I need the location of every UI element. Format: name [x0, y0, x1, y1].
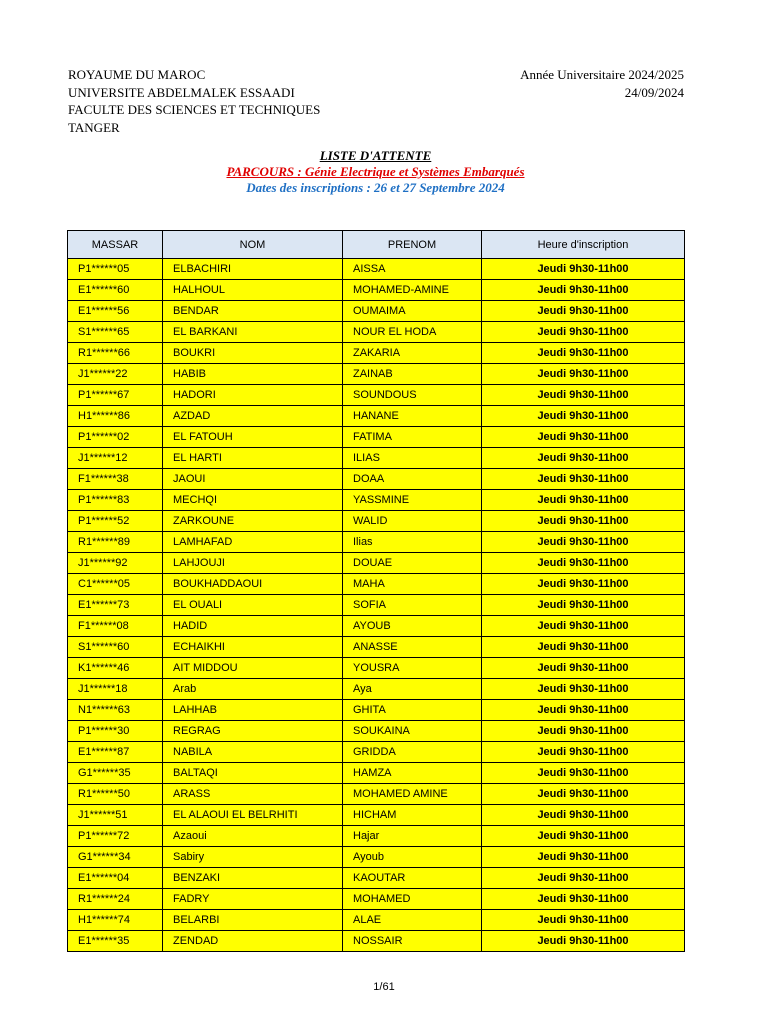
table-row	[68, 889, 685, 910]
table-row	[68, 343, 685, 364]
massar-cell: J1******22	[68, 364, 163, 385]
nom-cell: ELBACHIRI	[163, 259, 343, 280]
academic-year: Année Universitaire 2024/2025	[520, 67, 684, 82]
prenom-cell: ALAE	[343, 910, 482, 931]
prenom-cell: Hajar	[343, 826, 482, 847]
table-row	[68, 364, 685, 385]
prenom-cell: KAOUTAR	[343, 868, 482, 889]
massar-cell: J1******18	[68, 679, 163, 700]
table-row	[68, 574, 685, 595]
massar-cell: G1******34	[68, 847, 163, 868]
massar-cell: P1******05	[68, 259, 163, 280]
massar-cell: J1******92	[68, 553, 163, 574]
nom-cell: BENZAKI	[163, 868, 343, 889]
table-row	[68, 259, 685, 280]
table-row	[68, 931, 685, 952]
heure-cell: Jeudi 9h30-11h00	[482, 742, 685, 763]
heure-cell: Jeudi 9h30-11h00	[482, 364, 685, 385]
massar-cell: F1******08	[68, 616, 163, 637]
nom-cell: BOUKHADDAOUI	[163, 574, 343, 595]
heure-cell: Jeudi 9h30-11h00	[482, 700, 685, 721]
massar-cell: S1******60	[68, 637, 163, 658]
massar-cell: J1******12	[68, 448, 163, 469]
table-row	[68, 826, 685, 847]
column-header-heure: Heure d'inscription	[482, 231, 685, 259]
heure-cell: Jeudi 9h30-11h00	[482, 595, 685, 616]
nom-cell: AIT MIDDOU	[163, 658, 343, 679]
nom-cell: ZARKOUNE	[163, 511, 343, 532]
heure-cell: Jeudi 9h30-11h00	[482, 784, 685, 805]
heure-cell: Jeudi 9h30-11h00	[482, 889, 685, 910]
nom-cell: AZDAD	[163, 406, 343, 427]
document-date: 24/09/2024	[624, 84, 684, 100]
prenom-cell: MOHAMED AMINE	[343, 784, 482, 805]
table-row	[68, 700, 685, 721]
table-row	[68, 511, 685, 532]
heure-cell: Jeudi 9h30-11h00	[482, 448, 685, 469]
massar-cell: F1******38	[68, 469, 163, 490]
nom-cell: BENDAR	[163, 301, 343, 322]
prenom-cell: Aya	[343, 679, 482, 700]
nom-cell: HALHOUL	[163, 280, 343, 301]
table-row	[68, 742, 685, 763]
prenom-cell: HICHAM	[343, 805, 482, 826]
nom-cell: Azaoui	[163, 826, 343, 847]
massar-cell: H1******86	[68, 406, 163, 427]
table-row	[68, 406, 685, 427]
heure-cell: Jeudi 9h30-11h00	[482, 280, 685, 301]
header-line-faculty: FACULTE DES SCIENCES ET TECHNIQUES	[68, 102, 321, 117]
massar-cell: P1******83	[68, 490, 163, 511]
heure-cell: Jeudi 9h30-11h00	[482, 469, 685, 490]
prenom-cell: SOUNDOUS	[343, 385, 482, 406]
nom-cell: REGRAG	[163, 721, 343, 742]
heure-cell: Jeudi 9h30-11h00	[482, 847, 685, 868]
massar-cell: C1******05	[68, 574, 163, 595]
massar-cell: E1******04	[68, 868, 163, 889]
table-row	[68, 280, 685, 301]
heure-cell: Jeudi 9h30-11h00	[482, 574, 685, 595]
prenom-cell: DOUAE	[343, 553, 482, 574]
heure-cell: Jeudi 9h30-11h00	[482, 343, 685, 364]
table-row	[68, 658, 685, 679]
prenom-cell: OUMAIMA	[343, 301, 482, 322]
massar-cell: P1******72	[68, 826, 163, 847]
nom-cell: NABILA	[163, 742, 343, 763]
header-line-university: UNIVERSITE ABDELMALEK ESSAADI	[68, 84, 295, 100]
nom-cell: EL BARKANI	[163, 322, 343, 343]
column-header-massar: MASSAR	[68, 231, 163, 259]
table-row	[68, 910, 685, 931]
massar-cell: P1******02	[68, 427, 163, 448]
table-row	[68, 679, 685, 700]
column-header-prenom: PRENOM	[343, 231, 482, 259]
massar-cell: E1******60	[68, 280, 163, 301]
nom-cell: EL HARTI	[163, 448, 343, 469]
prenom-cell: NOUR EL HODA	[343, 322, 482, 343]
heure-cell: Jeudi 9h30-11h00	[482, 511, 685, 532]
heure-cell: Jeudi 9h30-11h00	[482, 910, 685, 931]
heure-cell: Jeudi 9h30-11h00	[482, 721, 685, 742]
massar-cell: R1******50	[68, 784, 163, 805]
table-row	[68, 763, 685, 784]
nom-cell: Arab	[163, 679, 343, 700]
massar-cell: R1******66	[68, 343, 163, 364]
massar-cell: N1******63	[68, 700, 163, 721]
heure-cell: Jeudi 9h30-11h00	[482, 553, 685, 574]
column-header-nom: NOM	[163, 231, 343, 259]
nom-cell: HADID	[163, 616, 343, 637]
nom-cell: HADORI	[163, 385, 343, 406]
nom-cell: HABIB	[163, 364, 343, 385]
massar-cell: R1******24	[68, 889, 163, 910]
header-line-kingdom: ROYAUME DU MAROC	[68, 67, 206, 82]
table-row	[68, 784, 685, 805]
table-header-row	[68, 231, 685, 259]
table-row	[68, 847, 685, 868]
heure-cell: Jeudi 9h30-11h00	[482, 616, 685, 637]
heure-cell: Jeudi 9h30-11h00	[482, 679, 685, 700]
nom-cell: EL FATOUH	[163, 427, 343, 448]
table-row	[68, 448, 685, 469]
heure-cell: Jeudi 9h30-11h00	[482, 637, 685, 658]
heure-cell: Jeudi 9h30-11h00	[482, 427, 685, 448]
table-row	[68, 532, 685, 553]
prenom-cell: ANASSE	[343, 637, 482, 658]
massar-cell: K1******46	[68, 658, 163, 679]
massar-cell: G1******35	[68, 763, 163, 784]
table-row	[68, 868, 685, 889]
massar-cell: E1******35	[68, 931, 163, 952]
prenom-cell: HANANE	[343, 406, 482, 427]
table-row	[68, 721, 685, 742]
prenom-cell: Ayoub	[343, 847, 482, 868]
prenom-cell: DOAA	[343, 469, 482, 490]
heure-cell: Jeudi 9h30-11h00	[482, 805, 685, 826]
massar-cell: H1******74	[68, 910, 163, 931]
prenom-cell: ZAINAB	[343, 364, 482, 385]
date-header	[520, 66, 684, 101]
heure-cell: Jeudi 9h30-11h00	[482, 406, 685, 427]
heure-cell: Jeudi 9h30-11h00	[482, 868, 685, 889]
nom-cell: EL ALAOUI EL BELRHITI	[163, 805, 343, 826]
nom-cell: BELARBI	[163, 910, 343, 931]
nom-cell: EL OUALI	[163, 595, 343, 616]
header-line-city: TANGER	[68, 119, 120, 135]
nom-cell: Sabiry	[163, 847, 343, 868]
heure-cell: Jeudi 9h30-11h00	[482, 490, 685, 511]
massar-cell: R1******89	[68, 532, 163, 553]
table-row	[68, 322, 685, 343]
nom-cell: ECHAIKHI	[163, 637, 343, 658]
prenom-cell: YOUSRA	[343, 658, 482, 679]
prenom-cell: SOFIA	[343, 595, 482, 616]
prenom-cell: AISSA	[343, 259, 482, 280]
prenom-cell: HAMZA	[343, 763, 482, 784]
nom-cell: LAMHAFAD	[163, 532, 343, 553]
heure-cell: Jeudi 9h30-11h00	[482, 532, 685, 553]
parcours-title: PARCOURS : Génie Electrique et Systèmes Embarqués	[226, 164, 525, 179]
table-row	[68, 301, 685, 322]
massar-cell: J1******51	[68, 805, 163, 826]
prenom-cell: MOHAMED-AMINE	[343, 280, 482, 301]
nom-cell: FADRY	[163, 889, 343, 910]
table-row	[68, 427, 685, 448]
heure-cell: Jeudi 9h30-11h00	[482, 322, 685, 343]
nom-cell: LAHJOUJI	[163, 553, 343, 574]
nom-cell: BALTAQI	[163, 763, 343, 784]
massar-cell: P1******30	[68, 721, 163, 742]
heure-cell: Jeudi 9h30-11h00	[482, 826, 685, 847]
prenom-cell: MAHA	[343, 574, 482, 595]
massar-cell: E1******73	[68, 595, 163, 616]
nom-cell: JAOUI	[163, 469, 343, 490]
massar-cell: P1******52	[68, 511, 163, 532]
prenom-cell: WALID	[343, 511, 482, 532]
prenom-cell: YASSMINE	[343, 490, 482, 511]
prenom-cell: ZAKARIA	[343, 343, 482, 364]
institution-header	[68, 66, 320, 136]
heure-cell: Jeudi 9h30-11h00	[482, 658, 685, 679]
nom-cell: MECHQI	[163, 490, 343, 511]
prenom-cell: MOHAMED	[343, 889, 482, 910]
table-row	[68, 805, 685, 826]
registration-dates: Dates des inscriptions : 26 et 27 Septembre 2024	[246, 180, 505, 195]
waiting-list-table	[67, 230, 685, 952]
prenom-cell: GHITA	[343, 700, 482, 721]
title-block	[68, 148, 683, 196]
page-number: 1/61	[373, 981, 395, 993]
heure-cell: Jeudi 9h30-11h00	[482, 259, 685, 280]
nom-cell: LAHHAB	[163, 700, 343, 721]
nom-cell: ARASS	[163, 784, 343, 805]
table-row	[68, 385, 685, 406]
prenom-cell: NOSSAIR	[343, 931, 482, 952]
table-row	[68, 469, 685, 490]
table-row	[68, 595, 685, 616]
massar-cell: S1******65	[68, 322, 163, 343]
nom-cell: ZENDAD	[163, 931, 343, 952]
heure-cell: Jeudi 9h30-11h00	[482, 931, 685, 952]
prenom-cell: FATIMA	[343, 427, 482, 448]
list-title: LISTE D'ATTENTE	[319, 148, 432, 163]
table-row	[68, 490, 685, 511]
massar-cell: P1******67	[68, 385, 163, 406]
table-row	[68, 616, 685, 637]
nom-cell: BOUKRI	[163, 343, 343, 364]
heure-cell: Jeudi 9h30-11h00	[482, 763, 685, 784]
table-row	[68, 637, 685, 658]
prenom-cell: ILIAS	[343, 448, 482, 469]
massar-cell: E1******56	[68, 301, 163, 322]
table-body	[68, 259, 685, 952]
massar-cell: E1******87	[68, 742, 163, 763]
prenom-cell: SOUKAINA	[343, 721, 482, 742]
prenom-cell: GRIDDA	[343, 742, 482, 763]
prenom-cell: AYOUB	[343, 616, 482, 637]
heure-cell: Jeudi 9h30-11h00	[482, 301, 685, 322]
heure-cell: Jeudi 9h30-11h00	[482, 385, 685, 406]
table-row	[68, 553, 685, 574]
prenom-cell: Ilias	[343, 532, 482, 553]
